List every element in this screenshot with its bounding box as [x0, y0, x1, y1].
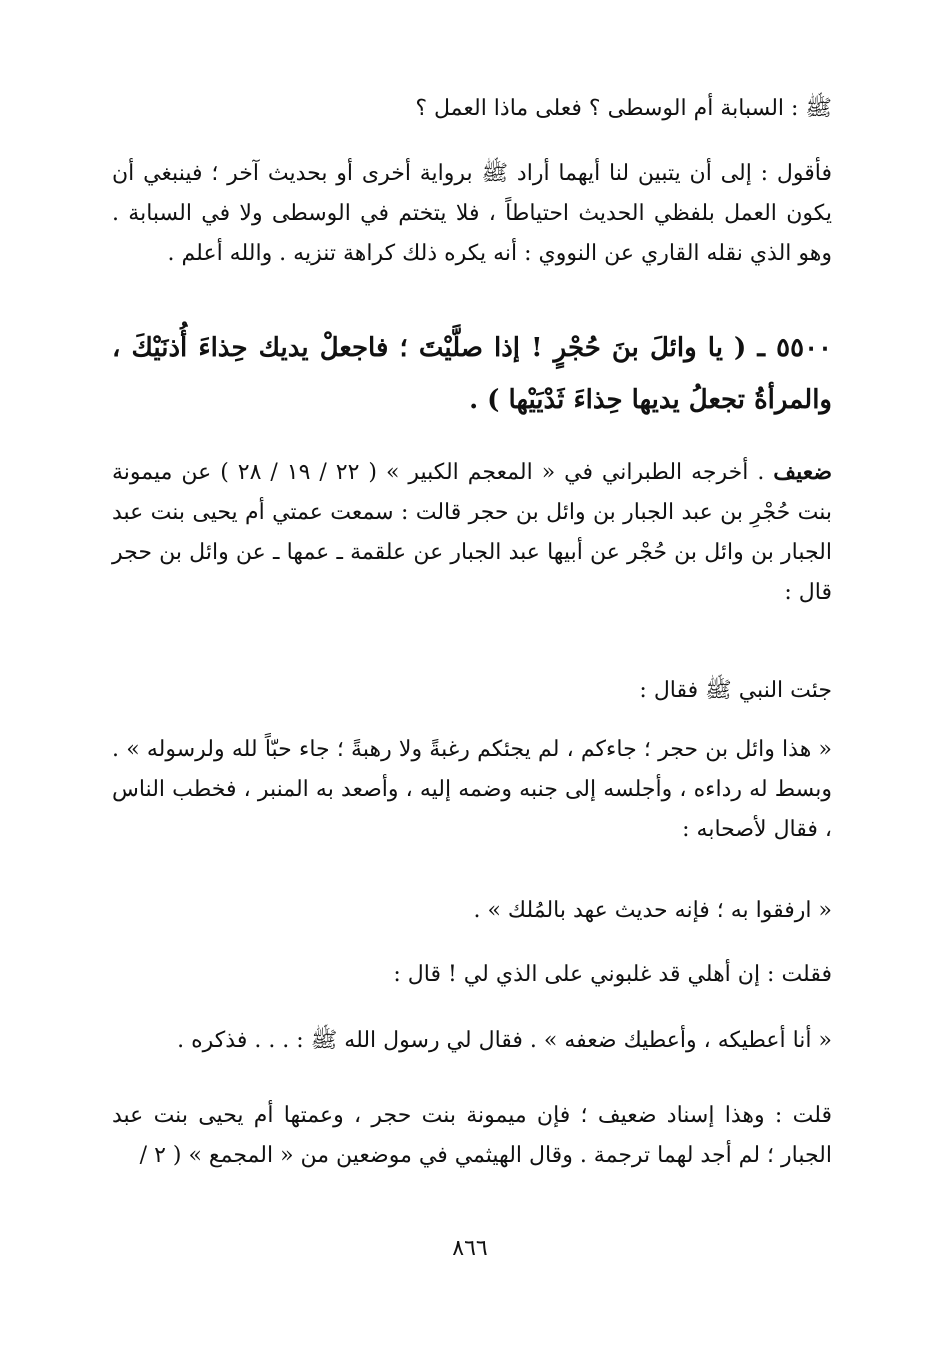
opening-line: ﷺ : السبابة أم الوسطى ؟ فعلى ماذا العمل ؟ — [415, 96, 832, 121]
text-line-ana: « أنا أعطيكه ، وأعطيك ضعفه » . فقال لي رسول الله ﷺ : . . . فذكره . — [177, 1028, 832, 1053]
grading-label: ضعيف — [773, 459, 833, 485]
text-line-faqultu: فقلت : إن أهلي قد غلبوني على الذي لي ! قال : — [393, 962, 832, 987]
paragraph-3: « هذا وائل بن حجر ؛ جاءكم ، لم يجئكم رغبةً ولا رهبةً ؛ جاء حبّاً لله ولرسوله » . وبسط له رداءه ، وأجلسه إلى جنبه وضمه إليه ، وأصعد به المنبر ، فخطب الناس ، فقال لأصحابه : — [112, 737, 832, 842]
text-line-1 — [415, 94, 832, 126]
hadith-text: ٥٥٠٠ ـ ( يا وائلَ بنَ حُجْرٍ ! إذا صلَّيْتَ ؛ فاجعلْ يديك حِذاءَ أُذنَيْكَ ، والمرأةُ تجعلُ يديها حِذاءَ ثَدْيَيْها ) . — [112, 333, 832, 415]
page-number: ٨٦٦ — [452, 1236, 488, 1261]
text-line-jitu: جئت النبي ﷺ فقال : — [639, 678, 832, 703]
paragraph-1: فأقول : إلى أن يتبين لنا أيهما أراد ﷺ برواية أخرى أو بحديث آخر ؛ فينبغي أن يكون العمل بلفظي الحديث احتياطاً ، فلا يتختم في الوسطى ولا في السبابة . وهو الذي نقله القاري عن النووي : أنه يكره ذلك كراهة تنزيه . والله أعلم . — [112, 161, 832, 266]
paragraph-2: ضعيف . أخرجه الطبراني في « المعجم الكبير » ( ٢٢ / ١٩ / ٢٨ ) عن ميمونة بنت حُجْرِ بن عبد الجبار بن وائل بن حجر قالت : سمعت عمتي أم يحيى بنت عبد الجبار بن وائل بن حُجْر عن أبيها عبد الجبار عن علقمة ـ عمها ـ عن وائل بن حجر قال : — [112, 459, 833, 605]
text-line-irfaqu: « ارفقوا به ؛ فإنه حديث عهد بالمُلك » . — [473, 898, 832, 923]
paragraph-4: قلت : وهذا إسناد ضعيف ؛ فإن ميمونة بنت حجر ، وعمتها أم يحيى بنت عبد الجبار ؛ لم أجد لهما ترجمة . وقال الهيثمي في موضعين من « المجمع » ( ٢ / — [112, 1103, 832, 1168]
